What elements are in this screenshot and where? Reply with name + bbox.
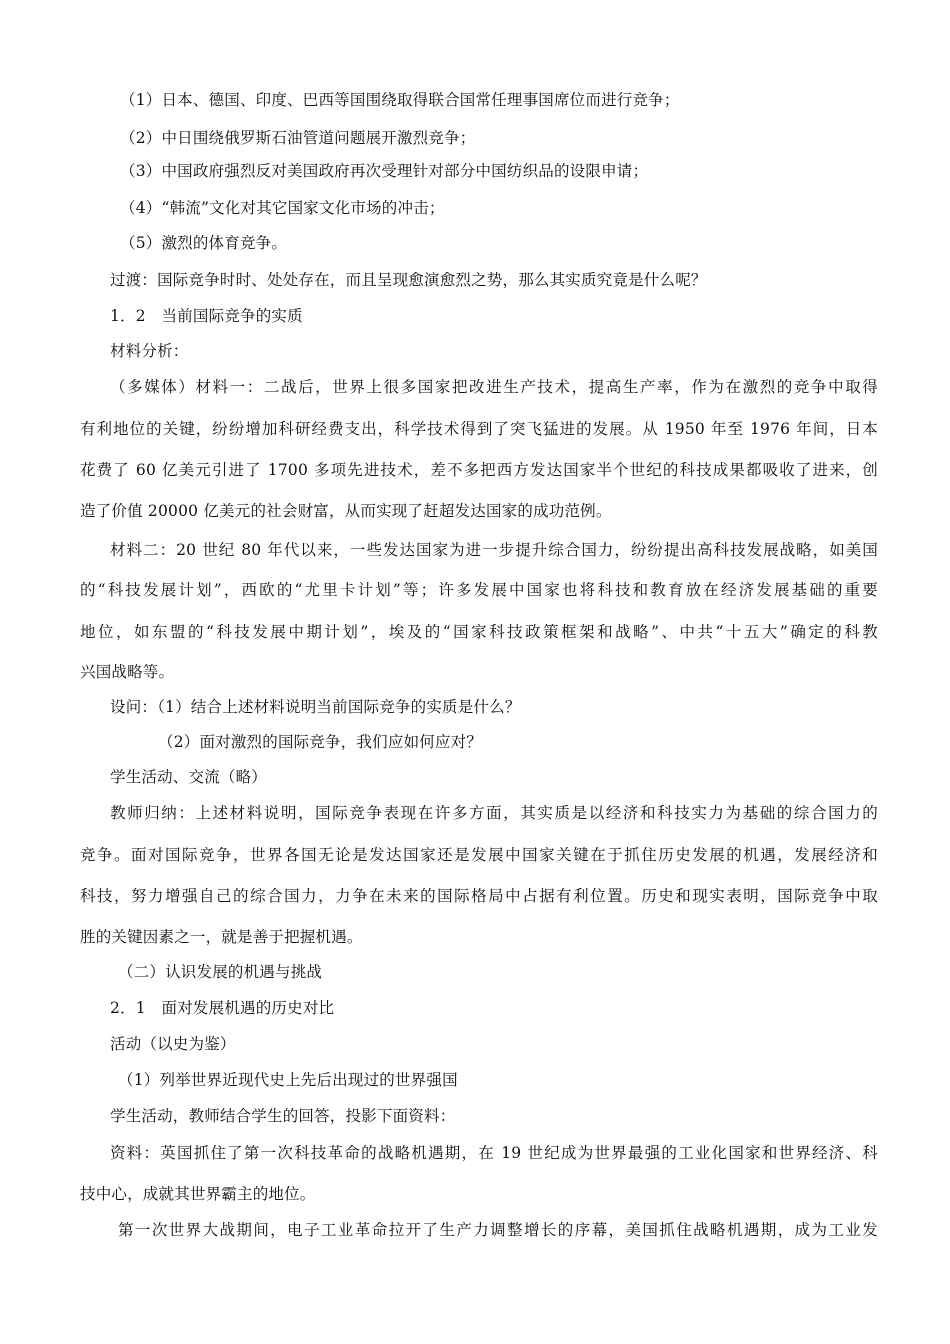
text-line: 科技，努力增强自己的综合国力，力争在未来的国际格局中占据有利位置。历史和现实表明，国际竞争中取 <box>80 887 878 905</box>
text-line: （2）中日围绕俄罗斯石油管道问题展开激烈竞争； <box>120 129 476 147</box>
text-line: 过渡：国际竞争时时、处处存在，而且呈现愈演愈烈之势，那么其实质究竟是什么呢？ <box>110 271 707 289</box>
section-heading: （二）认识发展的机遇与挑战 <box>118 963 323 981</box>
text-line: 材料二：20 世纪 80 年代以来，一些发达国家为进一步提升综合国力，纷纷提出高科技发展战略，如美国 <box>110 541 878 559</box>
text-line: （1）日本、德国、印度、巴西等国围绕取得联合国常任理事国席位而进行竞争； <box>120 91 680 109</box>
text-line: （5）激烈的体育竞争。 <box>120 234 288 252</box>
text-line: （1）列举世界近现代史上先后出现过的世界强国 <box>118 1071 458 1089</box>
section-heading: 2．1 面对发展机遇的历史对比 <box>110 999 335 1017</box>
text-line: 地位，如东盟的“科技发展中期计划”，埃及的“国家科技政策框架和战略”、中共“十五大”确定的科教 <box>80 623 878 641</box>
text-line: 花费了 60 亿美元引进了 1700 多项先进技术，差不多把西方发达国家半个世纪的科技成果都吸收了进来，创 <box>80 461 878 479</box>
text-line: （4）“韩流”文化对其它国家文化市场的冲击； <box>120 199 445 217</box>
text-line: 教师归纳：上述材料说明，国际竞争表现在许多方面，其实质是以经济和科技实力为基础的综合国力的 <box>110 804 878 822</box>
text-line: （2）面对激烈的国际竞争，我们应如何应对？ <box>158 733 483 751</box>
text-line: 胜的关键因素之一，就是善于把握机遇。 <box>80 928 363 946</box>
text-line: 学生活动，教师结合学生的回答，投影下面资料： <box>110 1107 456 1125</box>
text-line: 设问：（1）结合上述材料说明当前国际竞争的实质是什么？ <box>110 698 521 716</box>
text-line: 技中心，成就其世界霸主的地位。 <box>80 1185 316 1203</box>
text-line: 材料分析： <box>110 342 189 360</box>
text-line: 有利地位的关键，纷纷增加科研经费支出，科学技术得到了突飞猛进的发展。从 1950 年至 1976 年间，日本 <box>80 420 878 438</box>
text-line: 的“科技发展计划”，西欧的“尤里卡计划”等；许多发展中国家也将科技和教育放在经济发展基础的重要 <box>80 581 878 599</box>
section-heading: 1．2 当前国际竞争的实质 <box>110 307 303 325</box>
text-line: 活动（以史为鉴） <box>110 1035 236 1053</box>
text-line: （3）中国政府强烈反对美国政府再次受理针对部分中国纺织品的设限申请； <box>120 162 649 180</box>
text-line: 第一次世界大战期间，电子工业革命拉开了生产力调整增长的序幕，美国抓住战略机遇期，成为工业发 <box>118 1221 878 1239</box>
text-line: 竞争。面对国际竞争，世界各国无论是发达国家还是发展中国家关键在于抓住历史发展的机遇，发展经济和 <box>80 846 878 864</box>
text-line: 资料：英国抓住了第一次科技革命的战略机遇期，在 19 世纪成为世界最强的工业化国家和世界经济、科 <box>110 1144 878 1162</box>
text-line: 学生活动、交流（略） <box>110 768 268 786</box>
text-line: （多媒体）材料一：二战后，世界上很多国家把改进生产技术，提高生产率，作为在激烈的竞争中取得 <box>110 378 878 396</box>
text-line: 兴国战略等。 <box>80 663 175 681</box>
text-line: 造了价值 20000 亿美元的社会财富，从而实现了赶超发达国家的成功范例。 <box>80 502 612 520</box>
